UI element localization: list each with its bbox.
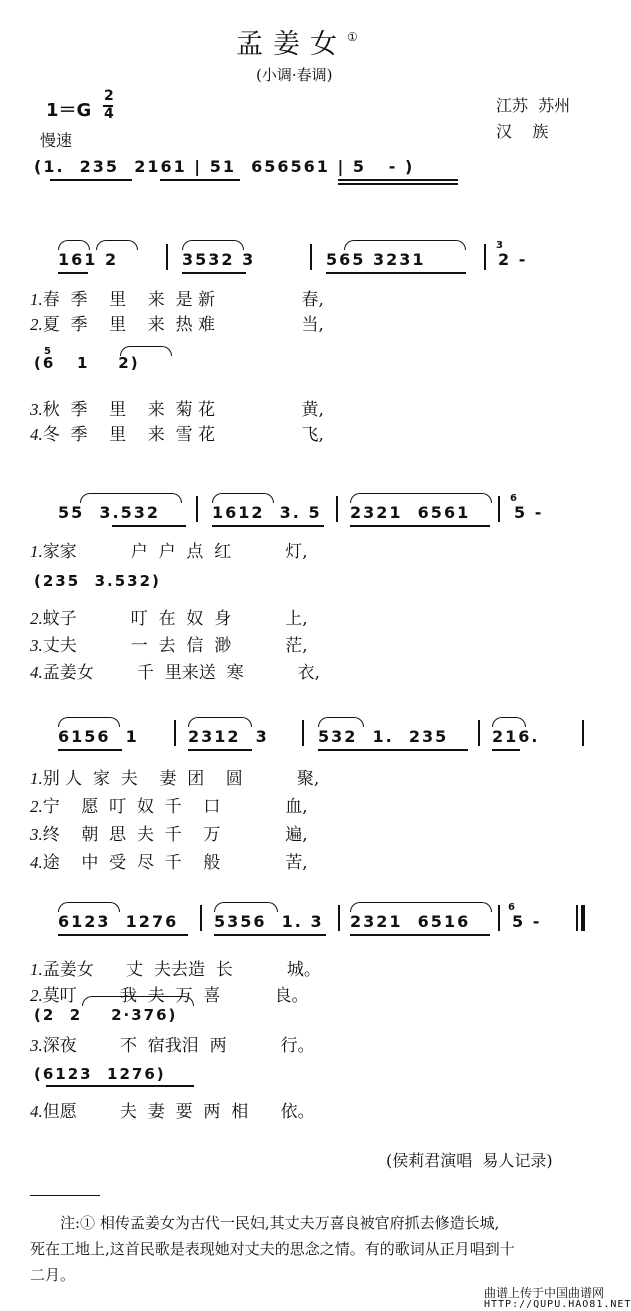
measure-2: 3532 3 [182,250,256,269]
interlude-notation: (6123 1276) [34,1065,166,1083]
interlude-notation: (6 1 2) [34,354,140,372]
lyric-line: 4.途 中 受 尽 千 般 苦, [30,853,308,873]
slur [120,346,172,356]
beam-line [338,183,458,185]
lyric-line: 1.别 人 家 夫 妻 团 圆 聚, [30,769,320,789]
beam-line [326,272,466,274]
beam-line [350,525,490,527]
measure-2: 1612 3. 5 [212,503,322,522]
bar-line [310,244,312,270]
slur [58,240,90,250]
beam-line [492,749,520,751]
measure-2: 5356 1. 3 [214,912,324,931]
bar-line [338,905,340,931]
beam-line [214,934,326,936]
slur [188,717,252,727]
beam-line [318,749,468,751]
lyric-line: 3.终 朝 思 夫 千 万 遍, [30,825,308,845]
key-signature: 1＝G [46,100,92,121]
beam-line [212,525,324,527]
beam-line [182,272,246,274]
grace-note: 3 [496,240,505,251]
lyric-line: 2.莫叮 我 夫 万 喜 良。 [30,986,309,1006]
lyric-line: 1.家家 户 户 点 红 灯, [30,542,308,562]
grace-note: 5 [44,346,53,357]
lyric-line: 2.夏 季 里 来 热 难 当, [30,315,324,335]
measure-4: 216. [492,727,540,746]
bar-line [196,496,198,522]
song-ethnicity: 汉 族 [496,122,549,141]
bar-line [582,720,584,746]
slur [58,902,120,912]
grace-note: 6 [510,493,519,504]
lyric-line: 3.丈夫 一 去 信 渺 茫, [30,636,308,656]
measure-3: 532 1. 235 [318,727,449,746]
final-bar-thin [576,905,578,931]
footnote-line-2: 死在工地上,这首民歌是表现她对丈夫的思念之情。有的歌词从正月唱到十 [30,1240,515,1258]
bar-line [498,496,500,522]
beam-line [46,1085,194,1087]
time-signature-top: 2 [104,88,114,104]
lyric-line: 3.秋 季 里 来 菊 花 黄, [30,400,324,420]
footnote-rule [30,1195,100,1196]
slur [82,996,194,1006]
slur [182,240,244,250]
bar-line [200,905,202,931]
measure-3: 2321 6561 [350,503,471,522]
measure-1: 161 2 [58,250,119,269]
measure-2: 2312 3 [188,727,269,746]
performer-credit: (侯莉君演唱 易人记录) [386,1151,553,1170]
grace-note: 6 [508,902,517,913]
slur [344,240,466,250]
footnote-line-1: 注:① 相传孟姜女为古代一民妇,其丈夫万喜良被官府抓去修造长城, [60,1214,500,1232]
footnote-marker: ① [347,30,358,44]
bar-line [336,496,338,522]
beam-line [350,934,490,936]
slur [492,717,526,727]
slur [96,240,138,250]
bar-line [174,720,176,746]
measure-4: 2 - [498,250,528,269]
lyric-line: 1.春 季 里 来 是 新 春, [30,290,324,310]
slur [80,493,182,503]
interlude-notation: (235 3.532) [34,572,161,590]
watermark-text: 曲谱上传于中国曲谱网 [484,1286,605,1300]
measure-4: 5 - [512,912,542,931]
intro-notation: (1. 235 2161 | 51 656561 | 5 - ) [34,157,415,176]
watermark-url: HTTP://QUPU.HAO81.NET [484,1299,631,1310]
song-origin: 江苏 苏州 [496,96,571,115]
slur [212,493,274,503]
slur [350,902,492,912]
slur [214,902,278,912]
measure-3: 565 3231 [326,250,426,269]
slur [58,717,120,727]
song-subtitle: (小调·春调) [256,66,333,84]
slur [318,717,364,727]
lyric-line: 4.孟姜女 千 里来送 寒 衣, [30,663,321,683]
lyric-line: 4.但愿 夫 妻 要 两 相 依。 [30,1102,315,1122]
lyric-line: 2.宁 愿 叮 奴 千 口 血, [30,797,308,817]
measure-1: 6156 1 [58,727,139,746]
lyric-line: 4.冬 季 里 来 雪 花 飞, [30,425,324,445]
bar-line [484,244,486,270]
lyric-line: 1.孟姜女 丈 夫去造 长 城。 [30,960,321,980]
time-signature-bottom: 4 [104,106,114,122]
lyric-line: 2.蚊子 叮 在 奴 身 上, [30,609,308,629]
bar-line [498,905,500,931]
measure-1: 6123 1276 [58,912,179,931]
measure-3: 2321 6516 [350,912,471,931]
measure-1: 55 3.532 [58,503,161,522]
tempo-marking: 慢速 [40,131,73,150]
beam-line [188,749,252,751]
beam-line [58,934,188,936]
measure-4: 5 - [514,503,544,522]
beam-line [58,749,122,751]
slur [350,493,492,503]
beam-line [112,525,186,527]
beam-line [338,179,458,181]
beam-line [160,179,240,181]
beam-line [58,272,88,274]
final-bar-thick [581,905,585,931]
beam-line [50,179,132,181]
bar-line [302,720,304,746]
interlude-notation: (2 2 2·376) [34,1006,178,1024]
footnote-line-3: 二月。 [30,1266,76,1284]
bar-line [166,244,168,270]
lyric-line: 3.深夜 不 宿我泪 两 行。 [30,1036,315,1056]
song-title: 孟姜女① [236,29,358,60]
bar-line [478,720,480,746]
